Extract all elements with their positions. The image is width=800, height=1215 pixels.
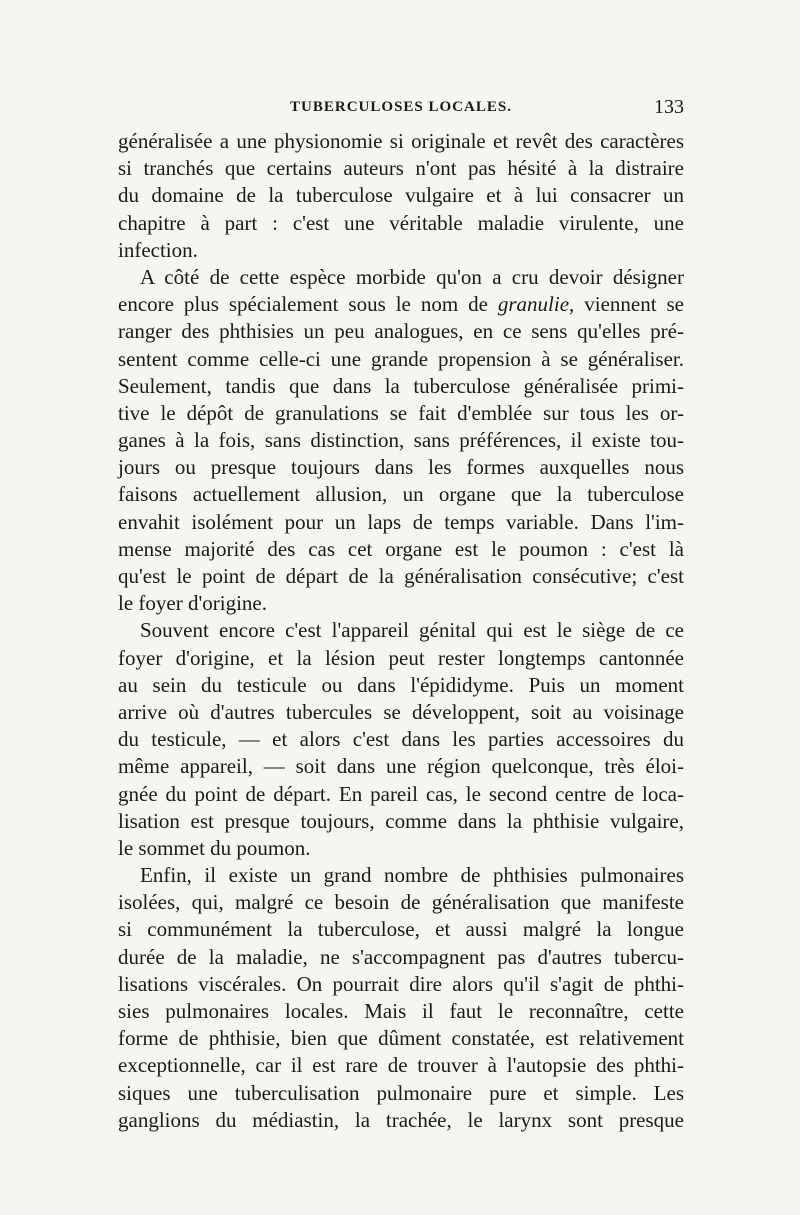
- text-line: arrive où d'autres tubercules se développent, soit au voisinage: [118, 699, 684, 724]
- text-line: Enfin, il existe un grand nombre de phthisies pulmonaires: [140, 863, 684, 888]
- text-line: même appareil, — soit dans une région quelconque, très éloi-: [118, 754, 684, 779]
- text-line: ganes à la fois, sans distinction, sans préférences, il existe tou-: [118, 428, 684, 453]
- running-title: TUBERCULOSES LOCALES.: [290, 99, 512, 115]
- text-line: Seulement, tandis que dans la tuberculose généralisée primi-: [118, 373, 684, 398]
- paragraph-2: [118, 264, 684, 617]
- text-line: tive le dépôt de granulations se fait d'emblée sur tous les or-: [118, 400, 684, 425]
- text-line: faisons actuellement allusion, un organe que la tuberculose: [118, 482, 684, 507]
- text-line: généralisée a une physionomie si originale et revêt des caractères: [118, 129, 684, 153]
- text-line: si communément la tuberculose, et aussi malgré la longue: [118, 917, 684, 942]
- page-number: 133: [654, 96, 684, 118]
- text-line: du testicule, — et alors c'est dans les parties accessoires du: [118, 727, 684, 752]
- page-header: [118, 92, 684, 122]
- text-line: lisations viscérales. On pourrait dire alors qu'il s'agit de phthi-: [118, 971, 684, 996]
- text-line: exceptionnelle, car il est rare de trouver à l'autopsie des phthi-: [118, 1053, 684, 1078]
- text-line: durée de la maladie, ne s'accompagnent pas d'autres tubercu-: [118, 944, 684, 969]
- paragraph-1: [118, 128, 684, 264]
- text-line: ganglions du médiastin, la trachée, le larynx sont presque: [118, 1107, 684, 1132]
- text-line: Souvent encore c'est l'appareil génital qui est le siège de ce: [140, 618, 684, 643]
- text-fragment: encore plus spécialement sous le nom de: [118, 292, 498, 317]
- text-line: envahit isolément pour un laps de temps variable. Dans l'im-: [118, 509, 684, 534]
- text-line: jours ou presque toujours dans les formes auxquelles nous: [118, 455, 684, 480]
- text-line: ranger des phthisies un peu analogues, en ce sens qu'elles pré-: [118, 319, 684, 344]
- text-line: siques une tuberculisation pulmonaire pure et simple. Les: [118, 1080, 684, 1105]
- body-text: [118, 128, 684, 1134]
- text-line: foyer d'origine, et la lésion peut rester longtemps cantonnée: [118, 645, 684, 670]
- text-line: A côté de cette espèce morbide qu'on a cru devoir désigner: [140, 264, 684, 289]
- text-line: mense majorité des cas cet organe est le poumon : c'est là: [118, 536, 684, 561]
- text-fragment: , viennent se: [569, 292, 684, 317]
- paragraph-3: [118, 617, 684, 862]
- text-line: si tranchés que certains auteurs n'ont pas hésité à la distraire: [118, 156, 684, 181]
- text-line: du domaine de la tuberculose vulgaire et à lui consacrer un: [118, 183, 684, 208]
- text-line: isolées, qui, malgré ce besoin de généralisation que manifeste: [118, 890, 684, 915]
- text-line: au sein du testicule ou dans l'épididyme. Puis un moment: [118, 672, 684, 697]
- text-line: forme de phthisie, bien que dûment constatée, est relativement: [118, 1026, 684, 1051]
- text-line: sies pulmonaires locales. Mais il faut le reconnaître, cette: [118, 999, 684, 1023]
- text-line: chapitre à part : c'est une véritable maladie virulente, une: [118, 210, 684, 235]
- text-line-with-italic: [118, 291, 684, 318]
- text-line: lisation est presque toujours, comme dans la phthisie vulgaire,: [118, 808, 684, 833]
- italic-term: granulie: [497, 292, 570, 317]
- text-line: infection.: [118, 237, 198, 262]
- text-line: le sommet du poumon.: [118, 835, 311, 860]
- text-line: sentent comme celle-ci une grande propension à se généraliser.: [118, 346, 684, 371]
- paragraph-4: [118, 862, 684, 1134]
- text-line: le foyer d'origine.: [118, 591, 267, 616]
- text-line: qu'est le point de départ de la généralisation consécutive; c'est: [118, 564, 684, 588]
- text-line: gnée du point de départ. En pareil cas, le second centre de loca-: [118, 781, 684, 806]
